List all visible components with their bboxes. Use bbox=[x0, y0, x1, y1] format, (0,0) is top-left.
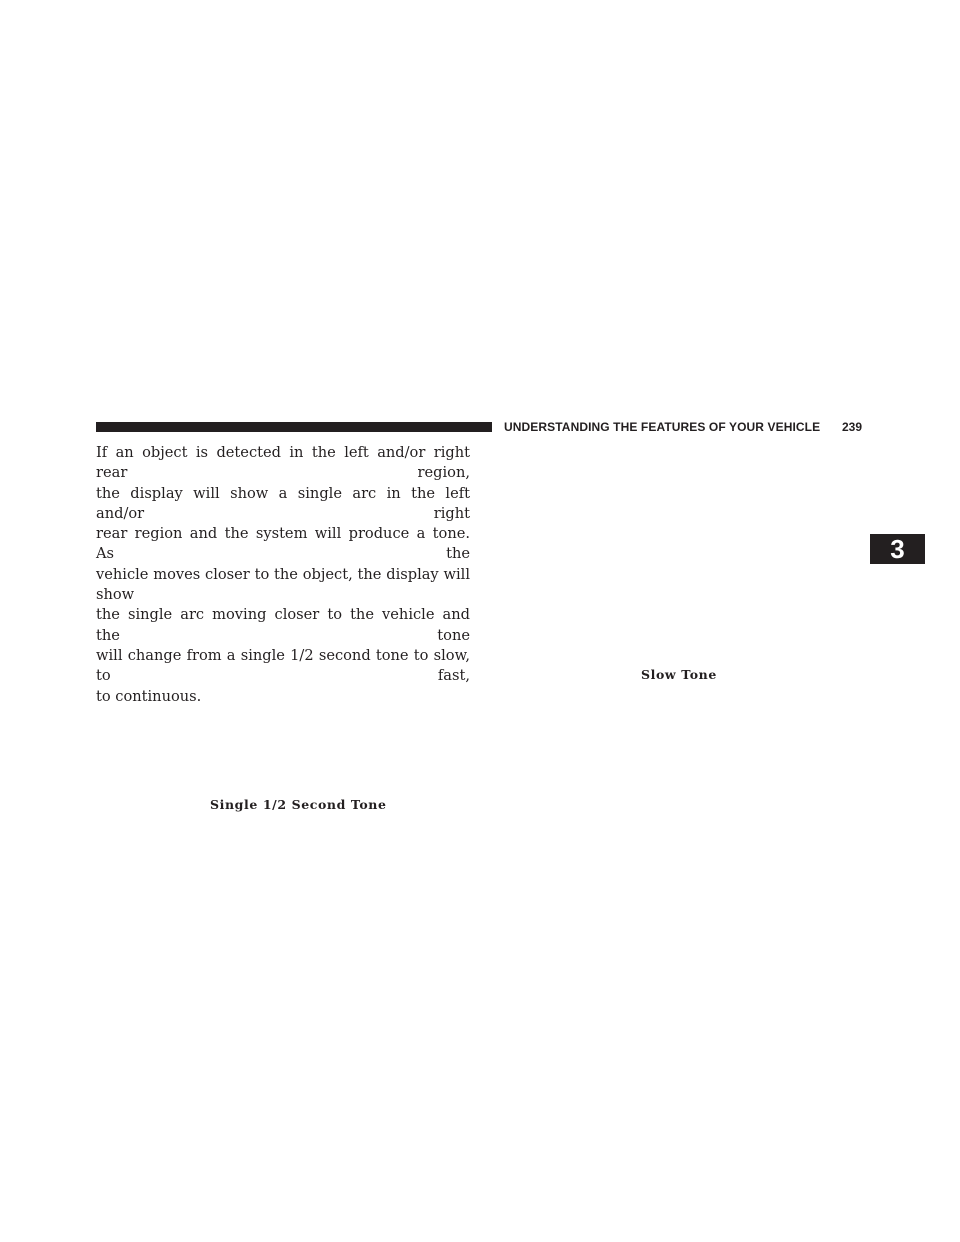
body-line: If an object is detected in the left and/or right rear region, bbox=[96, 444, 470, 482]
body-line: rear region and the system will produce a tone. As the bbox=[96, 525, 470, 563]
body-line: vehicle moves closer to the object, the display will show bbox=[96, 565, 470, 604]
body-line: the single arc moving closer to the vehicle and the tone bbox=[96, 606, 470, 644]
figure-caption-single-tone: Single 1/2 Second Tone bbox=[210, 797, 387, 812]
figure-caption-slow-tone: Slow Tone bbox=[641, 667, 717, 682]
chapter-tab: 3 bbox=[870, 534, 925, 564]
body-line: the display will show a single arc in the left and/or right bbox=[96, 484, 470, 522]
body-line: will change from a single 1/2 second tone to slow, to fast, bbox=[96, 646, 470, 685]
section-header-title: UNDERSTANDING THE FEATURES OF YOUR VEHICLE bbox=[504, 420, 821, 434]
page-number: 239 bbox=[842, 420, 863, 434]
body-paragraph bbox=[96, 443, 470, 707]
body-line: to continuous. bbox=[96, 687, 202, 705]
header-rule bbox=[96, 422, 492, 432]
